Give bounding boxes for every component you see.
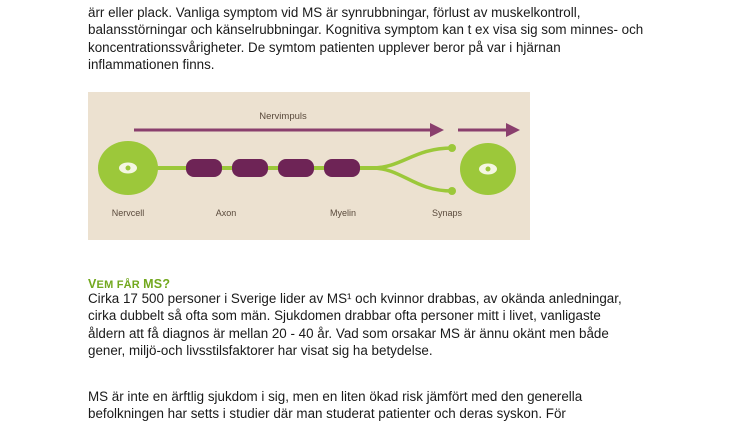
text-line: åldern att få diagnos är mellan 20 - 40 år. Vad som orsakar MS är ännu okänt men både (88, 325, 609, 341)
text-line: inflammationen finns. (88, 56, 215, 72)
target-cell-center (486, 167, 491, 172)
impulse-arrowhead-right (506, 123, 520, 137)
nerve-diagram (88, 92, 530, 240)
heading-tail: MS? (143, 277, 171, 291)
section-heading (88, 277, 170, 291)
text-line: Cirka 17 500 personer i Sverige lider av MS¹ och kvinnor drabbas, av okända anledningar, (88, 291, 622, 306)
text-line: cirka dubbelt så ofta som män. Sjukdomen drabbar ofta personer mitt i livet, vanligaste (88, 308, 601, 324)
prevalence-paragraph (88, 290, 708, 359)
text-line: MS är inte en ärftlig sjukdom i sig, men en liten ökad risk jämfört med den generella (88, 389, 583, 404)
text-line: balansstörningar och känselrubbningar. Kognitiva symptom kan t ex visa sig som minnes- och (88, 22, 644, 38)
nerve-cell-illustration (88, 92, 530, 240)
text-line: ärr eller plack. Vanliga symptom vid MS är synrubbningar, förlust av muskelkontroll, (88, 5, 581, 20)
text-line: befolkningen har setts i studier där man studerat patienter och deras syskon. För (88, 406, 566, 422)
axon-label: Axon (215, 208, 237, 218)
text-line: koncentrationssvårigheter. De symtom patienten upplever beror på var i hjärnan (88, 39, 561, 55)
myelin-label: Myelin (329, 208, 357, 218)
myelin-segment (324, 159, 360, 177)
heading-small-caps: EM FÅR (96, 279, 144, 291)
impulse-arrowhead (430, 123, 444, 137)
myelin-segment (232, 159, 268, 177)
synapse-terminal-lower (448, 187, 456, 195)
nerve-cell-center (126, 166, 131, 171)
impulse-label: Nervimpuls (259, 111, 307, 122)
myelin-segment (278, 159, 314, 177)
heading-initial: V (88, 277, 97, 291)
myelin-segment (186, 159, 222, 177)
synapse-terminal-upper (448, 144, 456, 152)
heredity-paragraph (88, 388, 708, 423)
synaps-label: Synaps (431, 208, 463, 218)
synapse-branch-upper (372, 148, 452, 168)
synapse-branch-lower (372, 168, 452, 191)
text-line: gener, miljö-och livsstilsfaktorer har visat sig ha betydelse. (88, 342, 433, 358)
intro-paragraph (88, 4, 708, 73)
nervcell-label: Nervcell (111, 208, 145, 218)
